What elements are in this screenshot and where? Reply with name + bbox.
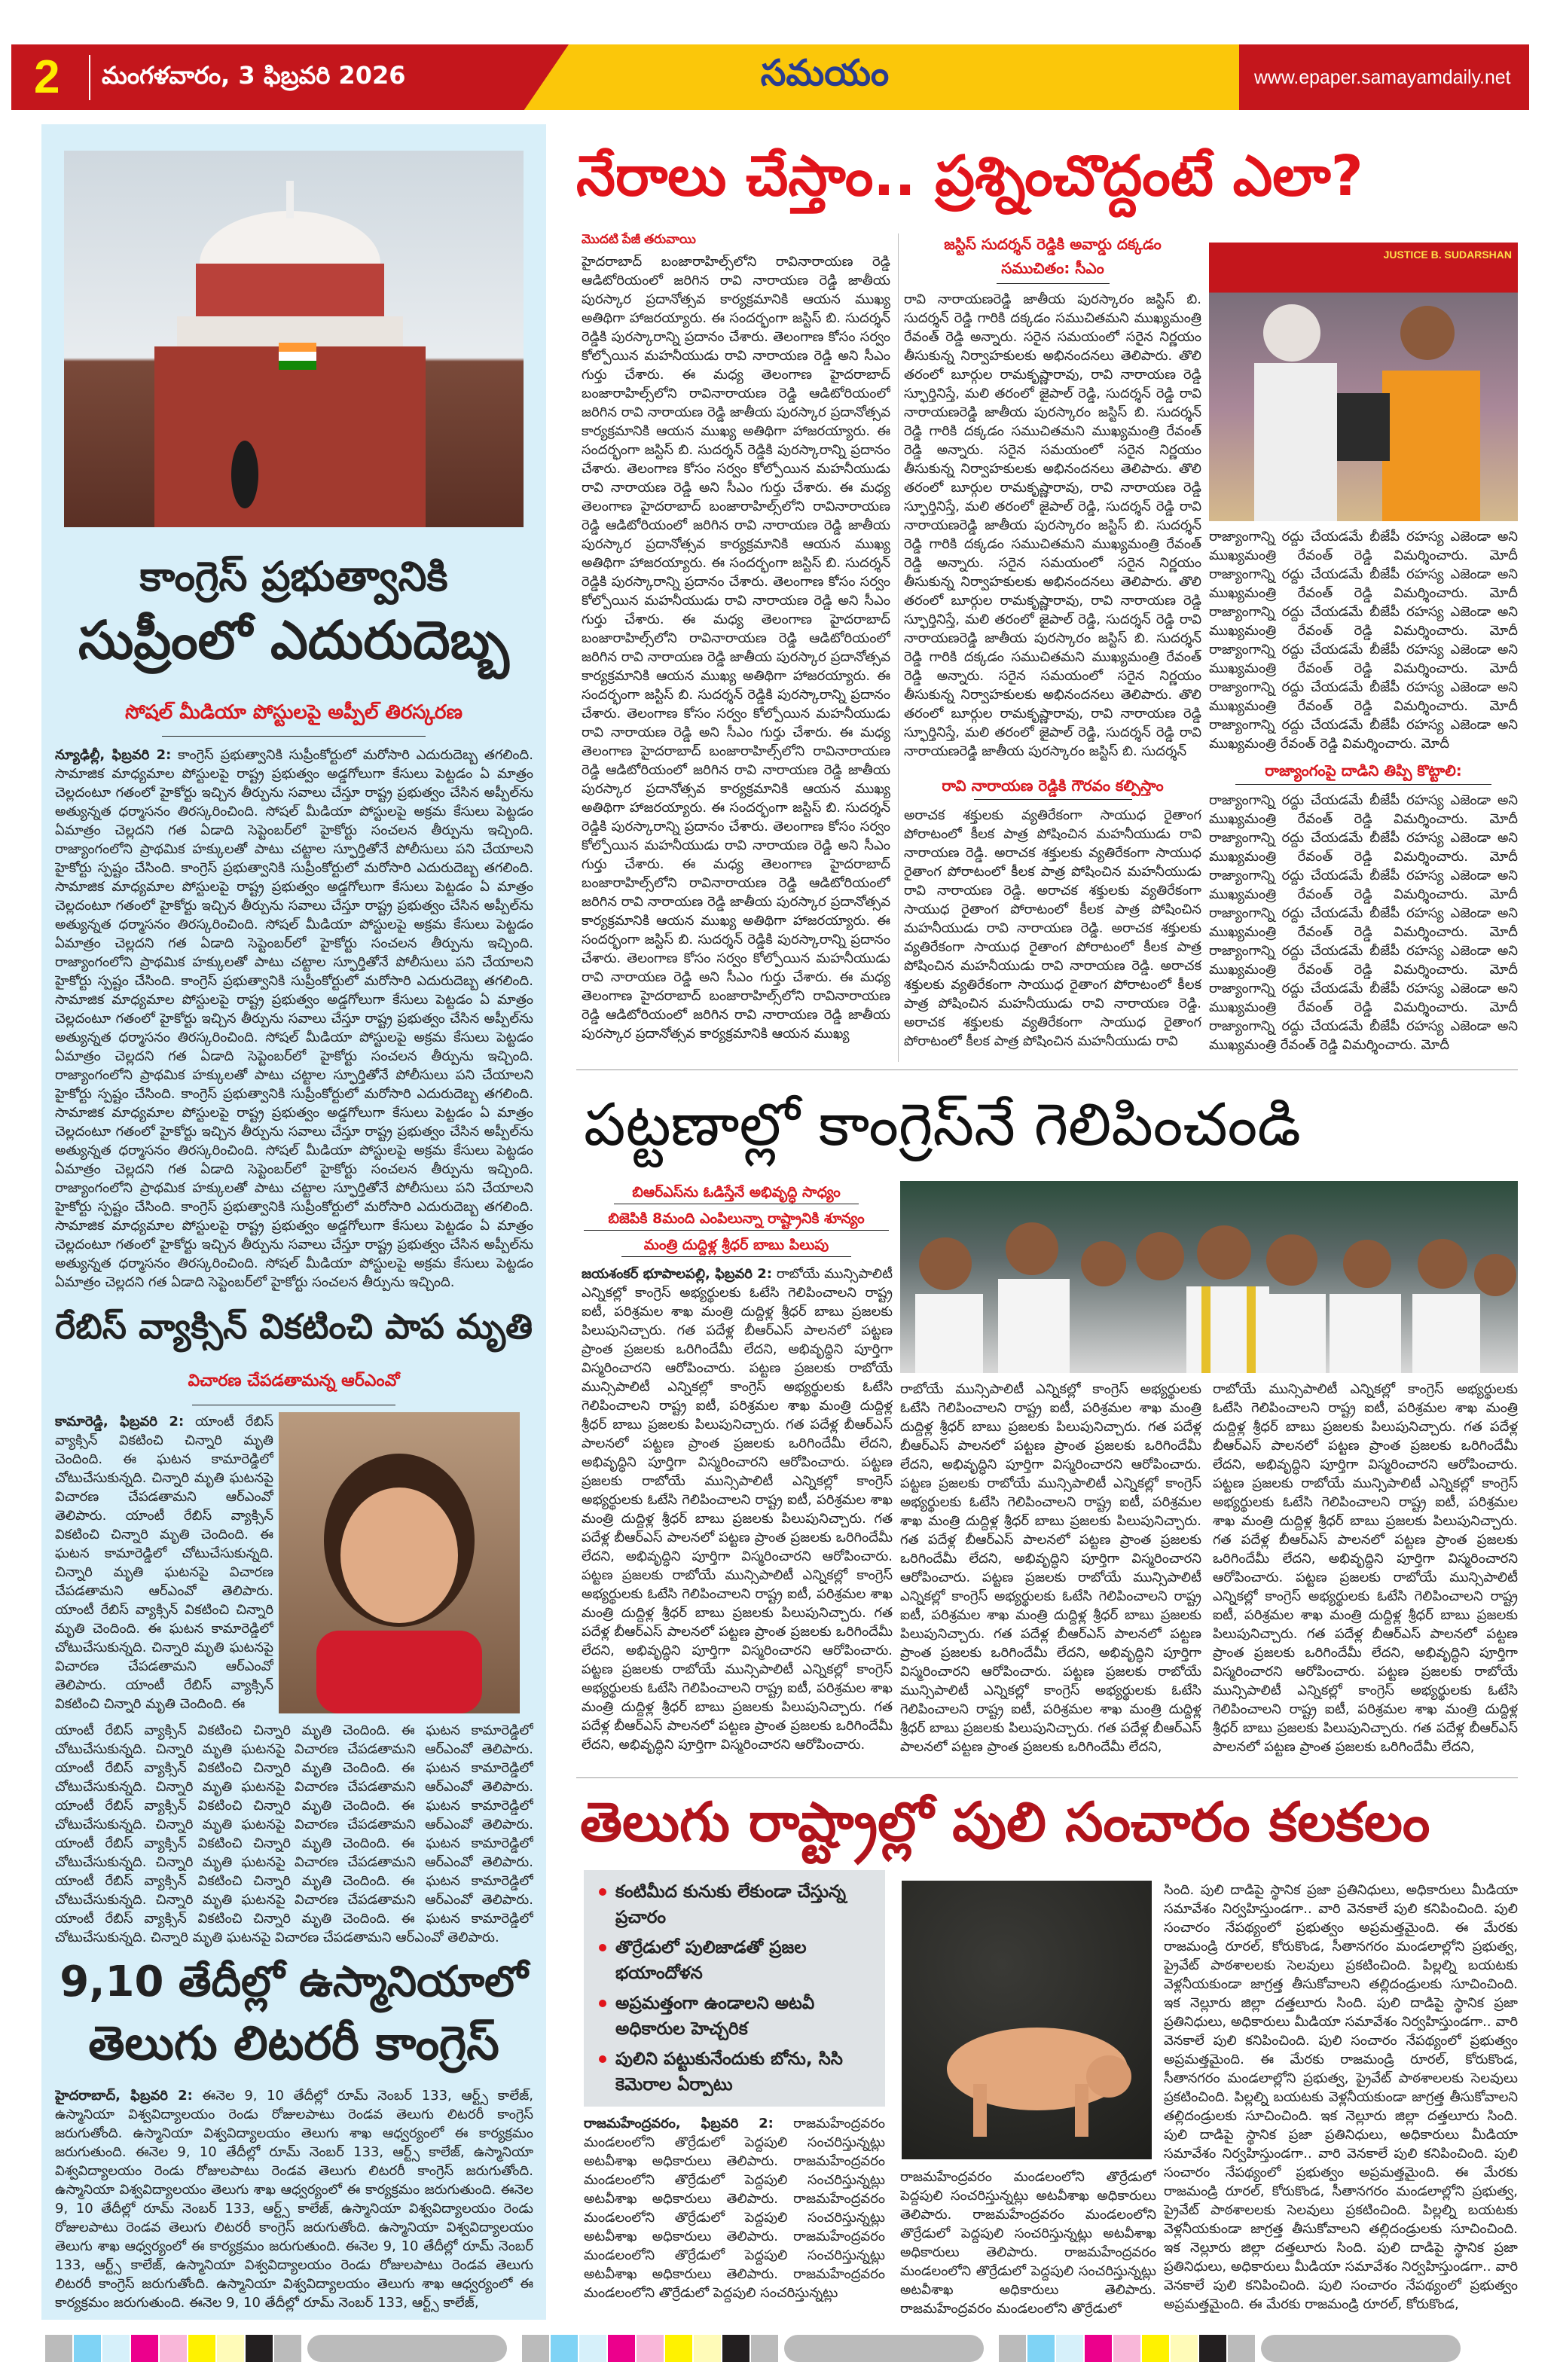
print-color-registration-bars — [45, 2335, 1529, 2362]
main-col2 — [904, 232, 1201, 1058]
main-subhead-1: జస్టిస్ సుదర్శన్ రెడ్డికి అవార్డు దక్కడం సముచితం: సీఎం — [944, 235, 1162, 277]
color-swatch — [1027, 2335, 1055, 2362]
main-col2b-body — [904, 806, 1201, 1058]
story4-subhead: బిజెపికి 8మంది ఎంపిలున్నా రాష్ట్రానికి శూన్యం — [584, 1207, 889, 1231]
story5-col1-body — [584, 2114, 885, 2318]
highlight-text: తొర్రేడులో పులిజాడతో ప్రజల భయాందోళన — [615, 1938, 807, 1983]
story2-subhead: విచారణ చేపడతామన్న ఆర్ఎంవో — [188, 1372, 400, 1390]
story5-col2-body — [900, 2168, 1156, 2318]
story5-text: రాజమహేంద్రవరం మండలంలోని తొర్రేడులో పెద్దపులి సంచరిస్తున్నట్లు అటవీశాఖ అధికారులు తెలిపారు. రాజమహేంద్రవరం మండలంలోని తొర్రేడులో పెద్దపులి సంచరిస్తున్నట్లు అటవీశాఖ అధికారులు తెలిపారు. రాజమహేంద్రవరం మండలంలోని తొర్రేడులో పెద్దపులి సంచరిస్తున్నట్లు అటవీశాఖ అధికారులు తెలిపారు. రాజమహేంద్రవరం మండలంలోని తొర్రేడులో పెద్దపులి సంచరిస్తున్నట్లు అటవీశాఖ అధికారులు తెలిపారు. రాజమహేంద్రవరం మండలంలోని తొర్రేడులో పెద్దపులి సంచరిస్తున్నట్లు — [584, 2116, 885, 2301]
color-swatch — [694, 2335, 721, 2362]
color-swatch — [751, 2335, 778, 2362]
story2-body — [55, 1412, 273, 1713]
story5-headline: తెలుగు రాష్ట్రాల్లో పులి సంచారం కలకలం — [580, 1790, 1430, 1854]
story2-headline: రేబిస్ వ్యాక్సిన్ వికటించి పాప మృతి — [54, 1306, 533, 1347]
main-col1-text: హైదరాబాద్ బంజారాహిల్స్‌లోని రావినారాయణ రెడ్డి ఆడిటోరియంలో జరిగిన రావి నారాయణ రెడ్డి జాతీయ పురస్కార ప్రదానోత్సవ కార్యక్రమానికి ఆయన ముఖ్య అతిథిగా హాజరయ్యారు. ఈ సందర్భంగా జస్టిస్ బి. సుదర్శన్ రెడ్డికి పురస్కారాన్ని ప్రదానం చేశారు. తెలంగాణ కోసం సర్వం కోల్పోయిన మహనీయుడు రావి నారాయణ రెడ్డి అని సీఎం గుర్తు చేశారు. ఈ మధ్య తెలంగాణ హైదరాబాద్ బంజారాహిల్స్‌లోని రావినారాయణ రెడ్డి ఆడిటోరియంలో జరిగిన రావి నారాయణ రెడ్డి జాతీయ పురస్కార ప్రదానోత్సవ కార్యక్రమానికి ఆయన ముఖ్య అతిథిగా హాజరయ్యారు. ఈ సందర్భంగా జస్టిస్ బి. సుదర్శన్ రెడ్డికి పురస్కారాన్ని ప్రదానం చేశారు. తెలంగాణ కోసం సర్వం కోల్పోయిన మహనీయుడు రావి నారాయణ రెడ్డి అని సీఎం గుర్తు చేశారు. ఈ మధ్య తెలంగాణ హైదరాబాద్ బంజారాహిల్స్‌లోని రావినారాయణ రెడ్డి ఆడిటోరియంలో జరిగిన రావి నారాయణ రెడ్డి జాతీయ పురస్కార ప్రదానోత్సవ కార్యక్రమానికి ఆయన ముఖ్య అతిథిగా హాజరయ్యారు. ఈ సందర్భంగా జస్టిస్ బి. సుదర్శన్ రెడ్డికి పురస్కారాన్ని ప్రదానం చేశారు. తెలంగాణ కోసం సర్వం కోల్పోయిన మహనీయుడు రావి నారాయణ రెడ్డి అని సీఎం గుర్తు చేశారు. ఈ మధ్య తెలంగాణ హైదరాబాద్ బంజారాహిల్స్‌లోని రావినారాయణ రెడ్డి ఆడిటోరియంలో జరిగిన రావి నారాయణ రెడ్డి జాతీయ పురస్కార ప్రదానోత్సవ కార్యక్రమానికి ఆయన ముఖ్య అతిథిగా హాజరయ్యారు. ఈ సందర్భంగా జస్టిస్ బి. సుదర్శన్ రెడ్డికి పురస్కారాన్ని ప్రదానం చేశారు. తెలంగాణ కోసం సర్వం కోల్పోయిన మహనీయుడు రావి నారాయణ రెడ్డి అని సీఎం గుర్తు చేశారు. ఈ మధ్య తెలంగాణ హైదరాబాద్ బంజారాహిల్స్‌లోని రావినారాయణ రెడ్డి ఆడిటోరియంలో జరిగిన రావి నారాయణ రెడ్డి జాతీయ పురస్కార ప్రదానోత్సవ కార్యక్రమానికి ఆయన ముఖ్య అతిథిగా హాజరయ్యారు. ఈ సందర్భంగా జస్టిస్ బి. సుదర్శన్ రెడ్డికి పురస్కారాన్ని ప్రదానం చేశారు. తెలంగాణ కోసం సర్వం కోల్పోయిన మహనీయుడు రావి నారాయణ రెడ్డి అని సీఎం గుర్తు చేశారు. ఈ మధ్య తెలంగాణ హైదరాబాద్ బంజారాహిల్స్‌లోని రావినారాయణ రెడ్డి ఆడిటోరియంలో జరిగిన రావి నారాయణ రెడ్డి జాతీయ పురస్కార ప్రదానోత్సవ కార్యక్రమానికి ఆయన ముఖ్య అతిథిగా హాజరయ్యారు. ఈ సందర్భంగా జస్టిస్ బి. సుదర్శన్ రెడ్డికి పురస్కారాన్ని ప్రదానం చేశారు. తెలంగాణ కోసం సర్వం కోల్పోయిన మహనీయుడు రావి నారాయణ రెడ్డి అని సీఎం గుర్తు చేశారు. ఈ మధ్య తెలంగాణ హైదరాబాద్ బంజారాహిల్స్‌లోని రావినారాయణ రెడ్డి ఆడిటోరియంలో జరిగిన రావి నారాయణ రెడ్డి జాతీయ పురస్కార ప్రదానోత్సవ కార్యక్రమానికి ఆయన ముఖ్య — [582, 254, 890, 1042]
story5-dateline: రాజమహేంద్రవరం, ఫిబ్రవరి 2: — [584, 2116, 774, 2131]
story4-col3-body — [1213, 1380, 1518, 1770]
main-headline: నేరాలు చేస్తాం.. ప్రశ్నించొద్దంటే ఎలా? — [576, 144, 1363, 209]
main-col2b-text: అరాచక శక్తులకు వ్యతిరేకంగా సాయుధ రైతాంగ పోరాటంలో కీలక పాత్ర పోషించిన మహనీయుడు రావి నారాయణ రెడ్డి. అరాచక శక్తులకు వ్యతిరేకంగా సాయుధ రైతాంగ పోరాటంలో కీలక పాత్ర పోషించిన మహనీయుడు రావి నారాయణ రెడ్డి. అరాచక శక్తులకు వ్యతిరేకంగా సాయుధ రైతాంగ పోరాటంలో కీలక పాత్ర పోషించిన మహనీయుడు రావి నారాయణ రెడ్డి. అరాచక శక్తులకు వ్యతిరేకంగా సాయుధ రైతాంగ పోరాటంలో కీలక పాత్ర పోషించిన మహనీయుడు రావి నారాయణ రెడ్డి. అరాచక శక్తులకు వ్యతిరేకంగా సాయుధ రైతాంగ పోరాటంలో కీలక పాత్ర పోషించిన మహనీయుడు రావి నారాయణ రెడ్డి. అరాచక శక్తులకు వ్యతిరేకంగా సాయుధ రైతాంగ పోరాటంలో కీలక పాత్ర పోషించిన మహనీయుడు రావి — [904, 807, 1201, 1049]
issue-date: మంగళవారం, 3 ఫిబ్రవరి 2026 — [102, 61, 406, 90]
color-swatch — [1199, 2335, 1226, 2362]
story4-text: రాబోయే మున్సిపాలిటీ ఎన్నికల్లో కాంగ్రెస్ అభ్యర్థులకు ఓటేసి గెలిపించాలని రాష్ట్ర ఐటీ, పరిశ్రమల శాఖ మంత్రి దుద్దిళ్ల శ్రీధర్ బాబు ప్రజలకు పిలుపునిచ్చారు. గత పదేళ్ల బీఆర్ఎస్ పాలనలో పట్టణ ప్రాంత ప్రజలకు ఒరిగిందేమీ లేదని, అభివృద్ధిని పూర్తిగా విస్మరించారని ఆరోపించారు. పట్టణ ప్రజలకు రాబోయే మున్సిపాలిటీ ఎన్నికల్లో కాంగ్రెస్ అభ్యర్థులకు ఓటేసి గెలిపించాలని రాష్ట్ర ఐటీ, పరిశ్రమల శాఖ మంత్రి దుద్దిళ్ల శ్రీధర్ బాబు ప్రజలకు పిలుపునిచ్చారు. గత పదేళ్ల బీఆర్ఎస్ పాలనలో పట్టణ ప్రాంత ప్రజలకు ఒరిగిందేమీ లేదని, అభివృద్ధిని పూర్తిగా విస్మరించారని ఆరోపించారు. పట్టణ ప్రజలకు రాబోయే మున్సిపాలిటీ ఎన్నికల్లో కాంగ్రెస్ అభ్యర్థులకు ఓటేసి గెలిపించాలని రాష్ట్ర ఐటీ, పరిశ్రమల శాఖ మంత్రి దుద్దిళ్ల శ్రీధర్ బాబు ప్రజలకు పిలుపునిచ్చారు. గత పదేళ్ల బీఆర్ఎస్ పాలనలో పట్టణ ప్రాంత ప్రజలకు ఒరిగిందేమీ లేదని, అభివృద్ధిని పూర్తిగా విస్మరించారని ఆరోపించారు. పట్టణ ప్రజలకు రాబోయే మున్సిపాలిటీ ఎన్నికల్లో కాంగ్రెస్ అభ్యర్థులకు ఓటేసి గెలిపించాలని రాష్ట్ర ఐటీ, పరిశ్రమల శాఖ మంత్రి దుద్దిళ్ల శ్రీధర్ బాబు ప్రజలకు పిలుపునిచ్చారు. గత పదేళ్ల బీఆర్ఎస్ పాలనలో పట్టణ ప్రాంత ప్రజలకు ఒరిగిందేమీ లేదని, అభివృద్ధిని పూర్తిగా విస్మరించారని ఆరోపించారు. పట్టణ ప్రజలకు రాబోయే మున్సిపాలిటీ ఎన్నికల్లో కాంగ్రెస్ అభ్యర్థులకు ఓటేసి గెలిపించాలని రాష్ట్ర ఐటీ, పరిశ్రమల శాఖ మంత్రి దుద్దిళ్ల శ్రీధర్ బాబు ప్రజలకు పిలుపునిచ్చారు. గత పదేళ్ల బీఆర్ఎస్ పాలనలో పట్టణ ప్రాంత ప్రజలకు ఒరిగిందేమీ లేదని, అభివృద్ధిని పూర్తిగా విస్మరించారని ఆరోపించారు. — [582, 1266, 893, 1753]
story4-headline: పట్టణాల్లో కాంగ్రెస్‌నే గెలిపించండి — [584, 1091, 1301, 1159]
color-swatch — [637, 2335, 664, 2362]
main-col2-body — [904, 290, 1201, 770]
story3-dateline: హైదరాబాద్, ఫిబ్రవరి 2: — [55, 2088, 193, 2104]
masthead-logo: సమయం — [760, 52, 890, 94]
award-ceremony-photo — [1209, 243, 1518, 521]
highlight-item — [599, 1935, 878, 1986]
color-swatch — [1056, 2335, 1083, 2362]
photo-banner-text: JUSTICE B. SUDARSHAN — [1383, 249, 1512, 261]
story4-text: రాబోయే మున్సిపాలిటీ ఎన్నికల్లో కాంగ్రెస్ అభ్యర్థులకు ఓటేసి గెలిపించాలని రాష్ట్ర ఐటీ, పరిశ్రమల శాఖ మంత్రి దుద్దిళ్ల శ్రీధర్ బాబు ప్రజలకు పిలుపునిచ్చారు. గత పదేళ్ల బీఆర్ఎస్ పాలనలో పట్టణ ప్రాంత ప్రజలకు ఒరిగిందేమీ లేదని, అభివృద్ధిని పూర్తిగా విస్మరించారని ఆరోపించారు. పట్టణ ప్రజలకు రాబోయే మున్సిపాలిటీ ఎన్నికల్లో కాంగ్రెస్ అభ్యర్థులకు ఓటేసి గెలిపించాలని రాష్ట్ర ఐటీ, పరిశ్రమల శాఖ మంత్రి దుద్దిళ్ల శ్రీధర్ బాబు ప్రజలకు పిలుపునిచ్చారు. గత పదేళ్ల బీఆర్ఎస్ పాలనలో పట్టణ ప్రాంత ప్రజలకు ఒరిగిందేమీ లేదని, అభివృద్ధిని పూర్తిగా విస్మరించారని ఆరోపించారు. పట్టణ ప్రజలకు రాబోయే మున్సిపాలిటీ ఎన్నికల్లో కాంగ్రెస్ అభ్యర్థులకు ఓటేసి గెలిపించాలని రాష్ట్ర ఐటీ, పరిశ్రమల శాఖ మంత్రి దుద్దిళ్ల శ్రీధర్ బాబు ప్రజలకు పిలుపునిచ్చారు. గత పదేళ్ల బీఆర్ఎస్ పాలనలో పట్టణ ప్రాంత ప్రజలకు ఒరిగిందేమీ లేదని, అభివృద్ధిని పూర్తిగా విస్మరించారని ఆరోపించారు. పట్టణ ప్రజలకు రాబోయే మున్సిపాలిటీ ఎన్నికల్లో కాంగ్రెస్ అభ్యర్థులకు ఓటేసి గెలిపించాలని రాష్ట్ర ఐటీ, పరిశ్రమల శాఖ మంత్రి దుద్దిళ్ల శ్రీధర్ బాబు ప్రజలకు పిలుపునిచ్చారు. గత పదేళ్ల బీఆర్ఎస్ పాలనలో పట్టణ ప్రాంత ప్రజలకు ఒరిగిందేమీ లేదని, — [1213, 1381, 1518, 1755]
kicker: మొదటి పేజీ తరువాయి — [582, 232, 696, 246]
minister-group-photo — [900, 1181, 1518, 1373]
story1-body — [55, 746, 533, 1292]
story4-text: రాబోయే మున్సిపాలిటీ ఎన్నికల్లో కాంగ్రెస్ అభ్యర్థులకు ఓటేసి గెలిపించాలని రాష్ట్ర ఐటీ, పరిశ్రమల శాఖ మంత్రి దుద్దిళ్ల శ్రీధర్ బాబు ప్రజలకు పిలుపునిచ్చారు. గత పదేళ్ల బీఆర్ఎస్ పాలనలో పట్టణ ప్రాంత ప్రజలకు ఒరిగిందేమీ లేదని, అభివృద్ధిని పూర్తిగా విస్మరించారని ఆరోపించారు. పట్టణ ప్రజలకు రాబోయే మున్సిపాలిటీ ఎన్నికల్లో కాంగ్రెస్ అభ్యర్థులకు ఓటేసి గెలిపించాలని రాష్ట్ర ఐటీ, పరిశ్రమల శాఖ మంత్రి దుద్దిళ్ల శ్రీధర్ బాబు ప్రజలకు పిలుపునిచ్చారు. గత పదేళ్ల బీఆర్ఎస్ పాలనలో పట్టణ ప్రాంత ప్రజలకు ఒరిగిందేమీ లేదని, అభివృద్ధిని పూర్తిగా విస్మరించారని ఆరోపించారు. పట్టణ ప్రజలకు రాబోయే మున్సిపాలిటీ ఎన్నికల్లో కాంగ్రెస్ అభ్యర్థులకు ఓటేసి గెలిపించాలని రాష్ట్ర ఐటీ, పరిశ్రమల శాఖ మంత్రి దుద్దిళ్ల శ్రీధర్ బాబు ప్రజలకు పిలుపునిచ్చారు. గత పదేళ్ల బీఆర్ఎస్ పాలనలో పట్టణ ప్రాంత ప్రజలకు ఒరిగిందేమీ లేదని, అభివృద్ధిని పూర్తిగా విస్మరించారని ఆరోపించారు. పట్టణ ప్రజలకు రాబోయే మున్సిపాలిటీ ఎన్నికల్లో కాంగ్రెస్ అభ్యర్థులకు ఓటేసి గెలిపించాలని రాష్ట్ర ఐటీ, పరిశ్రమల శాఖ మంత్రి దుద్దిళ్ల శ్రీధర్ బాబు ప్రజలకు పిలుపునిచ్చారు. గత పదేళ్ల బీఆర్ఎస్ పాలనలో పట్టణ ప్రాంత ప్రజలకు ఒరిగిందేమీ లేదని, — [900, 1381, 1201, 1755]
color-swatch — [160, 2335, 187, 2362]
gray-patch — [307, 2335, 507, 2362]
story2-text: యాంటీ రేబిస్ వ్యాక్సిన్ వికటించి చిన్నారి మృతి చెందింది. ఈ ఘటన కామారెడ్డిలో చోటుచేసుకున్నది. చిన్నారి మృతి ఘటనపై విచారణ చేపడతామని ఆర్ఎంవో తెలిపారు. యాంటీ రేబిస్ వ్యాక్సిన్ వికటించి చిన్నారి మృతి చెందింది. ఈ ఘటన కామారెడ్డిలో చోటుచేసుకున్నది. చిన్నారి మృతి ఘటనపై విచారణ చేపడతామని ఆర్ఎంవో తెలిపారు. యాంటీ రేబిస్ వ్యాక్సిన్ వికటించి చిన్నారి మృతి చెందింది. ఈ ఘటన కామారెడ్డిలో చోటుచేసుకున్నది. చిన్నారి మృతి ఘటనపై విచారణ చేపడతామని ఆర్ఎంవో తెలిపారు. యాంటీ రేబిస్ వ్యాక్సిన్ వికటించి చిన్నారి మృతి చెందింది. ఈ — [55, 1414, 273, 1712]
highlight-text: అప్రమత్తంగా ఉండాలని అటవీ అధికారుల హెచ్చరిక — [615, 1994, 815, 2039]
page-number: 2 — [34, 51, 60, 103]
girl-photo — [279, 1412, 520, 1713]
gray-patch — [1261, 2335, 1461, 2362]
bullet-icon — [599, 1944, 606, 1951]
color-swatch — [1171, 2335, 1198, 2362]
color-swatch — [1085, 2335, 1112, 2362]
color-swatch — [45, 2335, 72, 2362]
highlight-text: పులిని పట్టుకునేందుకు బోను, సిసి కెమెరాల ఏర్పాటు — [615, 2049, 843, 2095]
story5-col3-text: సింది. పులి దాడిపై స్థానిక ప్రజా ప్రతినిధులు, అధికారులు మీడియా సమావేశం నిర్వహిస్తుండగా.. వారి వెనకాలే పులి కనిపించింది. పులి సంచారం నేపథ్యంలో ప్రభుత్వం అప్రమత్తమైంది. ఈ మేరకు రాజమండ్రి రూరల్, కోరుకొండ, సీతానగరం మండలాల్లోని ప్రభుత్వ, ప్రైవేట్ పాఠశాలలకు సెలవులు ప్రకటించింది. పిల్లల్ని బయటకు వెళ్లనీయకుండా జాగ్రత్త తీసుకోవాలని తల్లిదండ్రులకు సూచించింది. ఇక నెల్లూరు జిల్లా దత్తలూరు సింది. పులి దాడిపై స్థానిక ప్రజా ప్రతినిధులు, అధికారులు మీడియా సమావేశం నిర్వహిస్తుండగా.. వారి వెనకాలే పులి కనిపించింది. పులి సంచారం నేపథ్యంలో ప్రభుత్వం అప్రమత్తమైంది. ఈ మేరకు రాజమండ్రి రూరల్, కోరుకొండ, సీతానగరం మండలాల్లోని ప్రభుత్వ, ప్రైవేట్ పాఠశాలలకు సెలవులు ప్రకటించింది. పిల్లల్ని బయటకు వెళ్లనీయకుండా జాగ్రత్త తీసుకోవాలని తల్లిదండ్రులకు సూచించింది. ఇక నెల్లూరు జిల్లా దత్తలూరు సింది. పులి దాడిపై స్థానిక ప్రజా ప్రతినిధులు, అధికారులు మీడియా సమావేశం నిర్వహిస్తుండగా.. వారి వెనకాలే పులి కనిపించింది. పులి సంచారం నేపథ్యంలో ప్రభుత్వం అప్రమత్తమైంది. ఈ మేరకు రాజమండ్రి రూరల్, కోరుకొండ, సీతానగరం మండలాల్లోని ప్రభుత్వ, ప్రైవేట్ పాఠశాలలకు సెలవులు ప్రకటించింది. పిల్లల్ని బయటకు వెళ్లనీయకుండా జాగ్రత్త తీసుకోవాలని తల్లిదండ్రులకు సూచించింది. ఇక నెల్లూరు జిల్లా దత్తలూరు సింది. పులి దాడిపై స్థానిక ప్రజా ప్రతినిధులు, అధికారులు మీడియా సమావేశం నిర్వహిస్తుండగా.. వారి వెనకాలే పులి కనిపించింది. పులి సంచారం నేపథ్యంలో ప్రభుత్వం అప్రమత్తమైంది. ఈ మేరకు రాజమండ్రి రూరల్, కోరుకొండ, — [1164, 1882, 1518, 2312]
main-col3b-body — [1209, 791, 1518, 1058]
main-col3-body — [1209, 527, 1518, 757]
story5-highlights-box — [584, 1870, 885, 2107]
color-swatch — [188, 2335, 215, 2362]
bullet-icon — [599, 2000, 606, 2007]
bullet-icon — [599, 1888, 606, 1896]
color-swatch — [522, 2335, 549, 2362]
color-swatch — [131, 2335, 158, 2362]
color-swatch — [551, 2335, 578, 2362]
tiger-photo — [902, 1881, 1152, 2159]
story2-body-cont — [55, 1721, 533, 1947]
highlight-item — [599, 1991, 878, 2042]
main-subhead-3: రాజ్యాంగంపై దాడిని తిప్పి కొట్టాలి: — [1265, 761, 1462, 780]
story3-text: ఈనెల 9, 10 తేదీల్లో రూమ్ నెంబర్ 133, ఆర్ట్స్ కాలేజ్, ఉస్మానియా విశ్వవిద్యాలయం రెండు రోజులపాటు రెండవ తెలుగు లిటరరీ కాంగ్రెస్ జరుగుతోంది. ఉస్మానియా విశ్వవిద్యాలయం తెలుగు శాఖ ఆధ్వర్యంలో ఈ కార్యక్రమం జరుగుతుంది. ఈనెల 9, 10 తేదీల్లో రూమ్ నెంబర్ 133, ఆర్ట్స్ కాలేజ్, ఉస్మానియా విశ్వవిద్యాలయం రెండు రోజులపాటు రెండవ తెలుగు లిటరరీ కాంగ్రెస్ జరుగుతోంది. ఉస్మానియా విశ్వవిద్యాలయం తెలుగు శాఖ ఆధ్వర్యంలో ఈ కార్యక్రమం జరుగుతుంది. ఈనెల 9, 10 తేదీల్లో రూమ్ నెంబర్ 133, ఆర్ట్స్ కాలేజ్, ఉస్మానియా విశ్వవిద్యాలయం రెండు రోజులపాటు రెండవ తెలుగు లిటరరీ కాంగ్రెస్ జరుగుతోంది. ఉస్మానియా విశ్వవిద్యాలయం తెలుగు శాఖ ఆధ్వర్యంలో ఈ కార్యక్రమం జరుగుతుంది. ఈనెల 9, 10 తేదీల్లో రూమ్ నెంబర్ 133, ఆర్ట్స్ కాలేజ్, ఉస్మానియా విశ్వవిద్యాలయం రెండు రోజులపాటు రెండవ తెలుగు లిటరరీ కాంగ్రెస్ జరుగుతోంది. ఉస్మానియా విశ్వవిద్యాలయం తెలుగు శాఖ ఆధ్వర్యంలో ఈ కార్యక్రమం జరుగుతుంది. ఈనెల 9, 10 తేదీల్లో రూమ్ నెంబర్ 133, ఆర్ట్స్ కాలేజ్, — [55, 2088, 533, 2311]
supreme-court-photo — [64, 151, 524, 527]
gray-patch — [784, 2335, 984, 2362]
color-swatch — [999, 2335, 1026, 2362]
color-swatch — [1142, 2335, 1169, 2362]
story4-col1-body — [582, 1265, 893, 1770]
color-swatch — [274, 2335, 301, 2362]
main-subhead-2: రావి నారాయణ రెడ్డికి గౌరవం కల్పిస్తాం — [942, 777, 1164, 795]
color-swatch — [579, 2335, 606, 2362]
color-swatch — [722, 2335, 749, 2362]
main-col3-text: రాజ్యాంగాన్ని రద్దు చేయడమే బీజేపీ రహస్య ఎజెండా అని ముఖ్యమంత్రి రేవంత్ రెడ్డి విమర్శించారు. మోదీ రాజ్యాంగాన్ని రద్దు చేయడమే బీజేపీ రహస్య ఎజెండా అని ముఖ్యమంత్రి రేవంత్ రెడ్డి విమర్శించారు. మోదీ రాజ్యాంగాన్ని రద్దు చేయడమే బీజేపీ రహస్య ఎజెండా అని ముఖ్యమంత్రి రేవంత్ రెడ్డి విమర్శించారు. మోదీ రాజ్యాంగాన్ని రద్దు చేయడమే బీజేపీ రహస్య ఎజెండా అని ముఖ్యమంత్రి రేవంత్ రెడ్డి విమర్శించారు. మోదీ రాజ్యాంగాన్ని రద్దు చేయడమే బీజేపీ రహస్య ఎజెండా అని ముఖ్యమంత్రి రేవంత్ రెడ్డి విమర్శించారు. మోదీ రాజ్యాంగాన్ని రద్దు చేయడమే బీజేపీ రహస్య ఎజెండా అని ముఖ్యమంత్రి రేవంత్ రెడ్డి విమర్శించారు. మోదీ — [1209, 529, 1518, 752]
story4-subhead: బిఆర్ఎస్‌ను ఓడిస్తేనే అభివృద్ధి సాధ్యం — [614, 1181, 859, 1204]
highlight-text: కంటిమీద కునుకు లేకుండా చేస్తున్న ప్రచారం — [615, 1882, 847, 1927]
story4-dateline: జయశంకర్ భూపాలపల్లి, ఫిబ్రవరి 2: — [582, 1266, 773, 1282]
story4-col1 — [580, 1181, 893, 1770]
color-swatch — [246, 2335, 273, 2362]
color-swatch — [665, 2335, 692, 2362]
left-sidebar-panel — [41, 124, 546, 2320]
main-col1-body — [582, 252, 890, 1058]
page-header — [11, 44, 1529, 110]
story5-col3-body — [1164, 1881, 1518, 2317]
story1-headline-line1: కాంగ్రెస్ ప్రభుత్వానికి — [139, 553, 448, 600]
story1-headline-line2: సుప్రీంలో ఎదురుదెబ్బ — [78, 609, 510, 671]
story2-dateline: కామారెడ్డి, ఫిబ్రవరి 2: — [55, 1414, 185, 1430]
color-swatch — [1228, 2335, 1255, 2362]
story3-headline-line2: తెలుగు లిటరరీ కాంగ్రెస్ — [88, 2015, 499, 2070]
main-col2-text: రావి నారాయణరెడ్డి జాతీయ పురస్కారం జస్టిస్ బి. సుదర్శన్ రెడ్డి గారికి దక్కడం సముచితమని ముఖ్యమంత్రి రేవంత్ రెడ్డి అన్నారు. సరైన సమయంలో సరైన నిర్ణయం తీసుకున్న నిర్వాహకులకు అభినందనలు తెలిపారు. తొలి తరంలో బూర్గుల రామకృష్ణారావు, రావి నారాయణ రెడ్డి స్ఫూర్తినిస్తే, మలి తరంలో జైపాల్ రెడ్డి, సుదర్శన్ రెడ్డి రావి నారాయణరెడ్డి జాతీయ పురస్కారం జస్టిస్ బి. సుదర్శన్ రెడ్డి గారికి దక్కడం సముచితమని ముఖ్యమంత్రి రేవంత్ రెడ్డి అన్నారు. సరైన సమయంలో సరైన నిర్ణయం తీసుకున్న నిర్వాహకులకు అభినందనలు తెలిపారు. తొలి తరంలో బూర్గుల రామకృష్ణారావు, రావి నారాయణ రెడ్డి స్ఫూర్తినిస్తే, మలి తరంలో జైపాల్ రెడ్డి, సుదర్శన్ రెడ్డి రావి నారాయణరెడ్డి జాతీయ పురస్కారం జస్టిస్ బి. సుదర్శన్ రెడ్డి గారికి దక్కడం సముచితమని ముఖ్యమంత్రి రేవంత్ రెడ్డి అన్నారు. సరైన సమయంలో సరైన నిర్ణయం తీసుకున్న నిర్వాహకులకు అభినందనలు తెలిపారు. తొలి తరంలో బూర్గుల రామకృష్ణారావు, రావి నారాయణ రెడ్డి స్ఫూర్తినిస్తే, మలి తరంలో జైపాల్ రెడ్డి, సుదర్శన్ రెడ్డి రావి నారాయణరెడ్డి జాతీయ పురస్కారం జస్టిస్ బి. సుదర్శన్ రెడ్డి గారికి దక్కడం సముచితమని ముఖ్యమంత్రి రేవంత్ రెడ్డి అన్నారు. సరైన సమయంలో సరైన నిర్ణయం తీసుకున్న నిర్వాహకులకు అభినందనలు తెలిపారు. తొలి తరంలో బూర్గుల రామకృష్ణారావు, రావి నారాయణ రెడ్డి స్ఫూర్తినిస్తే, మలి తరంలో జైపాల్ రెడ్డి, సుదర్శన్ రెడ్డి రావి నారాయణరెడ్డి జాతీయ పురస్కారం జస్టిస్ బి. సుదర్శన్ — [904, 291, 1201, 759]
highlight-item — [599, 1879, 878, 1930]
main-col3 — [1209, 527, 1518, 1058]
story5-text: రాజమహేంద్రవరం మండలంలోని తొర్రేడులో పెద్దపులి సంచరిస్తున్నట్లు అటవీశాఖ అధికారులు తెలిపారు. రాజమహేంద్రవరం మండలంలోని తొర్రేడులో పెద్దపులి సంచరిస్తున్నట్లు అటవీశాఖ అధికారులు తెలిపారు. రాజమహేంద్రవరం మండలంలోని తొర్రేడులో పెద్దపులి సంచరిస్తున్నట్లు అటవీశాఖ అధికారులు తెలిపారు. రాజమహేంద్రవరం మండలంలోని తొర్రేడులో — [900, 2169, 1156, 2317]
color-swatch — [608, 2335, 635, 2362]
story4-subhead: మంత్రి దుద్దిళ్ల శ్రీధర్ బాబు పిలుపు — [621, 1234, 851, 1257]
story3-headline-line1: 9,10 తేదీల్లో ఉస్మానియాలో — [60, 1957, 528, 2006]
story1-dateline: న్యూఢిల్లీ, ఫిబ్రవరి 2: — [55, 747, 172, 763]
color-swatch — [1113, 2335, 1140, 2362]
color-swatch — [74, 2335, 101, 2362]
color-swatch — [217, 2335, 244, 2362]
story1-subhead: సోషల్ మీడియా పోస్టులపై అప్పీల్ తిరస్కరణ — [125, 701, 463, 724]
main-col3-text: రాజ్యాంగాన్ని రద్దు చేయడమే బీజేపీ రహస్య ఎజెండా అని ముఖ్యమంత్రి రేవంత్ రెడ్డి విమర్శించారు. మోదీ రాజ్యాంగాన్ని రద్దు చేయడమే బీజేపీ రహస్య ఎజెండా అని ముఖ్యమంత్రి రేవంత్ రెడ్డి విమర్శించారు. మోదీ రాజ్యాంగాన్ని రద్దు చేయడమే బీజేపీ రహస్య ఎజెండా అని ముఖ్యమంత్రి రేవంత్ రెడ్డి విమర్శించారు. మోదీ రాజ్యాంగాన్ని రద్దు చేయడమే బీజేపీ రహస్య ఎజెండా అని ముఖ్యమంత్రి రేవంత్ రెడ్డి విమర్శించారు. మోదీ రాజ్యాంగాన్ని రద్దు చేయడమే బీజేపీ రహస్య ఎజెండా అని ముఖ్యమంత్రి రేవంత్ రెడ్డి విమర్శించారు. మోదీ రాజ్యాంగాన్ని రద్దు చేయడమే బీజేపీ రహస్య ఎజెండా అని ముఖ్యమంత్రి రేవంత్ రెడ్డి విమర్శించారు. మోదీ రాజ్యాంగాన్ని రద్దు చేయడమే బీజేపీ రహస్య ఎజెండా అని ముఖ్యమంత్రి రేవంత్ రెడ్డి విమర్శించారు. మోదీ — [1209, 792, 1518, 1053]
epaper-url[interactable]: www.epaper.samayamdaily.net — [1254, 66, 1511, 88]
story4-col2-body — [900, 1380, 1201, 1770]
bullet-icon — [599, 2055, 606, 2063]
story3-body — [55, 2086, 533, 2312]
story1-text: కాంగ్రెస్ ప్రభుత్వానికి సుప్రీంకోర్టులో మరోసారి ఎదురుదెబ్బ తగలింది. సామాజిక మాధ్యమాల పోస్టులపై రాష్ట్ర ప్రభుత్వం అడ్డగోలుగా కేసులు పెట్టడం ఏ మాత్రం చెల్లదంటూ గతంలో హైకోర్టు ఇచ్చిన తీర్పును సవాలు చేస్తూ రాష్ట్ర ప్రభుత్వం చేసిన అప్పీల్‌ను అత్యున్నత ధర్మాసనం తిరస్కరించింది. సోషల్ మీడియా పోస్టులపై అక్రమ కేసులు పెట్టడం ఏమాత్రం చెల్లదని గత ఏడాది సెప్టెంబర్‌లో హైకోర్టు సంచలన తీర్పును ఇచ్చింది. రాజ్యాంగంలోని ప్రాథమిక హక్కులతో పాటు చట్టాల స్ఫూర్తితోనే పోలీసులు పని చేయాలని హైకోర్టు స్పష్టం చేసింది. కాంగ్రెస్ ప్రభుత్వానికి సుప్రీంకోర్టులో మరోసారి ఎదురుదెబ్బ తగలింది. సామాజిక మాధ్యమాల పోస్టులపై రాష్ట్ర ప్రభుత్వం అడ్డగోలుగా కేసులు పెట్టడం ఏ మాత్రం చెల్లదంటూ గతంలో హైకోర్టు ఇచ్చిన తీర్పును సవాలు చేస్తూ రాష్ట్ర ప్రభుత్వం చేసిన అప్పీల్‌ను అత్యున్నత ధర్మాసనం తిరస్కరించింది. సోషల్ మీడియా పోస్టులపై అక్రమ కేసులు పెట్టడం ఏమాత్రం చెల్లదని గత ఏడాది సెప్టెంబర్‌లో హైకోర్టు సంచలన తీర్పును ఇచ్చింది. రాజ్యాంగంలోని ప్రాథమిక హక్కులతో పాటు చట్టాల స్ఫూర్తితోనే పోలీసులు పని చేయాలని హైకోర్టు స్పష్టం చేసింది. కాంగ్రెస్ ప్రభుత్వానికి సుప్రీంకోర్టులో మరోసారి ఎదురుదెబ్బ తగలింది. సామాజిక మాధ్యమాల పోస్టులపై రాష్ట్ర ప్రభుత్వం అడ్డగోలుగా కేసులు పెట్టడం ఏ మాత్రం చెల్లదంటూ గతంలో హైకోర్టు ఇచ్చిన తీర్పును సవాలు చేస్తూ రాష్ట్ర ప్రభుత్వం చేసిన అప్పీల్‌ను అత్యున్నత ధర్మాసనం తిరస్కరించింది. సోషల్ మీడియా పోస్టులపై అక్రమ కేసులు పెట్టడం ఏమాత్రం చెల్లదని గత ఏడాది సెప్టెంబర్‌లో హైకోర్టు సంచలన తీర్పును ఇచ్చింది. రాజ్యాంగంలోని ప్రాథమిక హక్కులతో పాటు చట్టాల స్ఫూర్తితోనే పోలీసులు పని చేయాలని హైకోర్టు స్పష్టం చేసింది. కాంగ్రెస్ ప్రభుత్వానికి సుప్రీంకోర్టులో మరోసారి ఎదురుదెబ్బ తగలింది. సామాజిక మాధ్యమాల పోస్టులపై రాష్ట్ర ప్రభుత్వం అడ్డగోలుగా కేసులు పెట్టడం ఏ మాత్రం చెల్లదంటూ గతంలో హైకోర్టు ఇచ్చిన తీర్పును సవాలు చేస్తూ రాష్ట్ర ప్రభుత్వం చేసిన అప్పీల్‌ను అత్యున్నత ధర్మాసనం తిరస్కరించింది. సోషల్ మీడియా పోస్టులపై అక్రమ కేసులు పెట్టడం ఏమాత్రం చెల్లదని గత ఏడాది సెప్టెంబర్‌లో హైకోర్టు సంచలన తీర్పును ఇచ్చింది. రాజ్యాంగంలోని ప్రాథమిక హక్కులతో పాటు చట్టాల స్ఫూర్తితోనే పోలీసులు పని చేయాలని హైకోర్టు స్పష్టం చేసింది. కాంగ్రెస్ ప్రభుత్వానికి సుప్రీంకోర్టులో మరోసారి ఎదురుదెబ్బ తగలింది. సామాజిక మాధ్యమాల పోస్టులపై రాష్ట్ర ప్రభుత్వం అడ్డగోలుగా కేసులు పెట్టడం ఏ మాత్రం చెల్లదంటూ గతంలో హైకోర్టు ఇచ్చిన తీర్పును సవాలు చేస్తూ రాష్ట్ర ప్రభుత్వం చేసిన అప్పీల్‌ను అత్యున్నత ధర్మాసనం తిరస్కరించింది. సోషల్ మీడియా పోస్టులపై అక్రమ కేసులు పెట్టడం ఏమాత్రం చెల్లదని గత ఏడాది సెప్టెంబర్‌లో హైకోర్టు సంచలన తీర్పును ఇచ్చింది. — [55, 747, 533, 1290]
story5-col1 — [584, 1870, 885, 2318]
color-swatch — [102, 2335, 130, 2362]
story2-text: యాంటీ రేబిస్ వ్యాక్సిన్ వికటించి చిన్నారి మృతి చెందింది. ఈ ఘటన కామారెడ్డిలో చోటుచేసుకున్నది. చిన్నారి మృతి ఘటనపై విచారణ చేపడతామని ఆర్ఎంవో తెలిపారు. యాంటీ రేబిస్ వ్యాక్సిన్ వికటించి చిన్నారి మృతి చెందింది. ఈ ఘటన కామారెడ్డిలో చోటుచేసుకున్నది. చిన్నారి మృతి ఘటనపై విచారణ చేపడతామని ఆర్ఎంవో తెలిపారు. యాంటీ రేబిస్ వ్యాక్సిన్ వికటించి చిన్నారి మృతి చెందింది. ఈ ఘటన కామారెడ్డిలో చోటుచేసుకున్నది. చిన్నారి మృతి ఘటనపై విచారణ చేపడతామని ఆర్ఎంవో తెలిపారు. యాంటీ రేబిస్ వ్యాక్సిన్ వికటించి చిన్నారి మృతి చెందింది. ఈ ఘటన కామారెడ్డిలో చోటుచేసుకున్నది. చిన్నారి మృతి ఘటనపై విచారణ చేపడతామని ఆర్ఎంవో తెలిపారు. యాంటీ రేబిస్ వ్యాక్సిన్ వికటించి చిన్నారి మృతి చెందింది. ఈ ఘటన కామారెడ్డిలో చోటుచేసుకున్నది. చిన్నారి మృతి ఘటనపై విచారణ చేపడతామని ఆర్ఎంవో తెలిపారు. యాంటీ రేబిస్ వ్యాక్సిన్ వికటించి చిన్నారి మృతి చెందింది. ఈ ఘటన కామారెడ్డిలో చోటుచేసుకున్నది. చిన్నారి మృతి ఘటనపై విచారణ చేపడతామని ఆర్ఎంవో తెలిపారు. — [55, 1722, 533, 1945]
highlight-item — [599, 2046, 878, 2098]
